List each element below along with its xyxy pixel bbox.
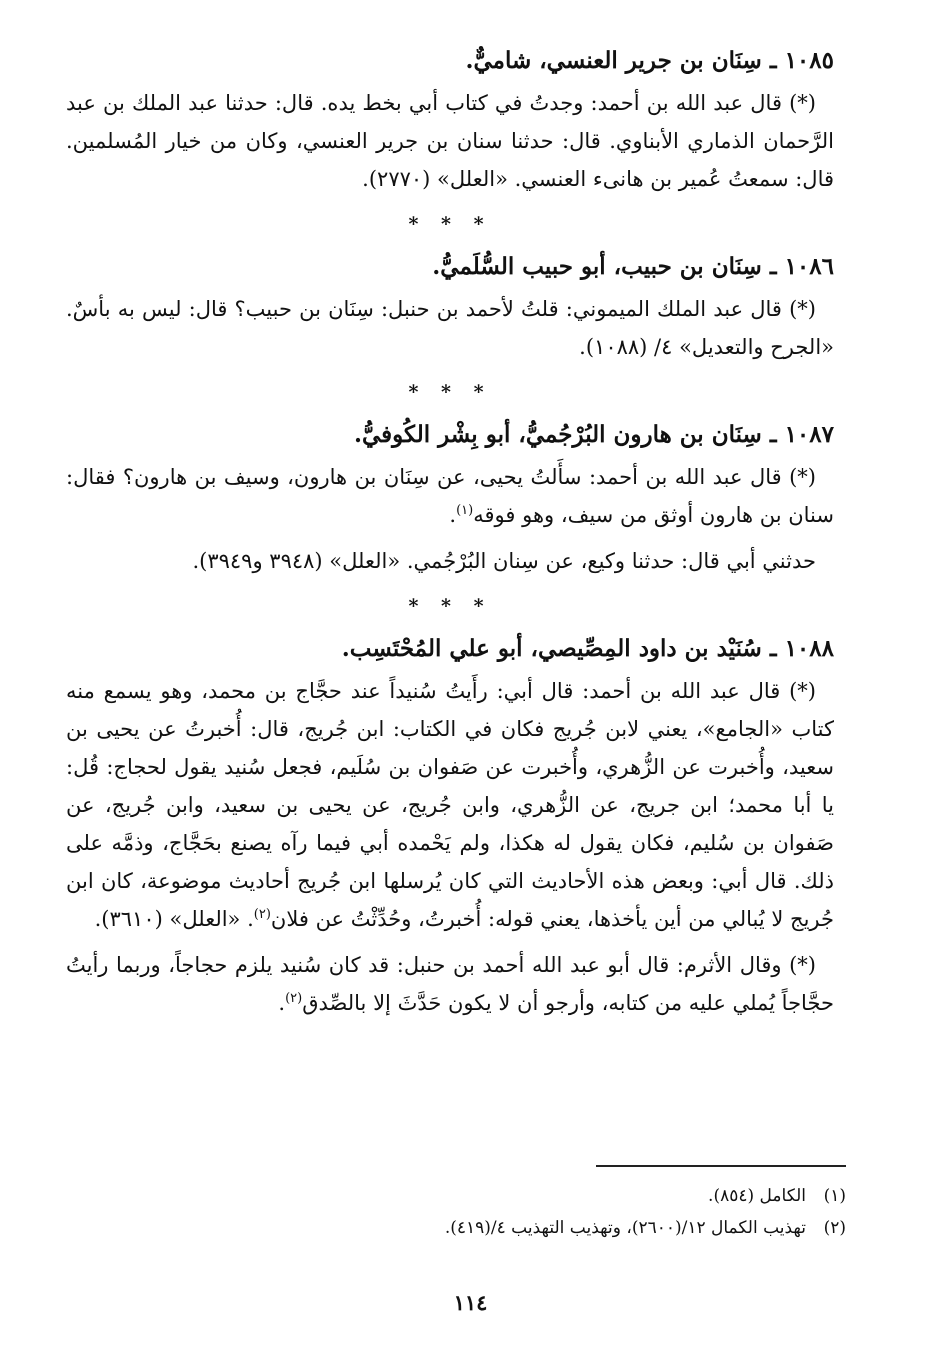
- entry-paragraph: [66, 542, 834, 580]
- entry-paragraph: [66, 84, 834, 198]
- section-separator: * * *: [408, 381, 492, 403]
- footnote-reference[interactable]: (٢): [285, 991, 303, 1006]
- footnote-item: [86, 1212, 846, 1244]
- entry-title: ١٠٨٦ ـ سِنَان بن حبيب، أبو حبيب السُّلَميُّ.: [432, 253, 834, 280]
- entry-paragraph: [66, 458, 834, 534]
- footnote-text: تهذيب الكمال ١٢/(٢٦٠٠)، وتهذيب التهذيب ٤/(٤١٩).: [444, 1218, 806, 1238]
- entry-title: ١٠٨٥ ـ سِنَان بن جرير العنسي، شاميٌّ.: [465, 47, 834, 74]
- footnote-number: (٢): [823, 1218, 846, 1238]
- paragraph-tail: . «العلل» (٣٦١٠).: [94, 907, 254, 931]
- entry-title: ١٠٨٨ ـ سُنَيْد بن داود المِصِّيصي، أبو علي المُحْتَسِب.: [341, 635, 834, 662]
- footnote-divider: [596, 1165, 846, 1167]
- entry-1087: [66, 418, 834, 580]
- paragraph-text: (*) قال عبد الله بن أحمد: سأَلتُ يحيى، عن سِنَان بن هارون، وسيف بن هارون؟ فقال: سنان بن هارون أوثق من سيف، وهو فوقه: [66, 465, 834, 527]
- entry-paragraph: [66, 672, 834, 938]
- entry-title: ١٠٨٧ ـ سِنَان بن هارون البُرْجُميُّ، أبو بِشْر الكُوفيُّ.: [353, 421, 834, 448]
- paragraph-text: (*) وقال الأثرم: قال أبو عبد الله أحمد بن حنبل: قد كان سُنيد يلزم حجاجاً، وربما رأيتُ حجَّاجاً يُملي عليه من كتابه، وأرجو أن لا يكون حَدَّثَ إلا بالصِّدق: [66, 953, 834, 1015]
- paragraph-tail: .: [449, 503, 457, 527]
- footnote-text: الكامل (٨٥٤).: [708, 1186, 806, 1206]
- section-separator: * * *: [408, 213, 492, 235]
- paragraph-text: (*) قال عبد الله بن أحمد: قال أبي: رأَيتُ سُنيداً عند حجَّاج بن محمد، وهو يسمع منه كتاب «الجامع»، يعني لابن جُريج فكان في الكتاب: ابن جُريج، قال: أُخبرتُ عن يحيى بن سعيد، وأُخبرت عن الزُّهري، وأُخبرت عن صَفوان بن سُلَيم، فجعل سُنيد يقول لحجاج: قُل: يا أبا محمد؛ ابن جريج، عن الزُّهري، وابن جُريج، عن يحيى بن سعيد، وابن جُريج، عن صَفوان بن سُليم، فكان يقول له هكذا، ولم يَحْمده أبي فيما رآه يصنع بحَجَّاج، وذمَّه على ذلك. قال أبي: وبعض هذه الأحاديث التي كان يُرسلها ابن جُريج أحاديث موضوعة، كان ابن جُريج لا يُبالي من أين يأخذها، يعني قوله: أُخبرتُ، وحُدِّثْتُ عن فلان: [66, 679, 834, 931]
- paragraph-text: حدثني أبي قال: حدثنا وكيع، عن سِنان البُرْجُمي. «العلل» (٣٩٤٨ و٣٩٤٩).: [192, 549, 816, 573]
- paragraph-text: (*) قال عبد الملك الميموني: قلتُ لأحمد بن حنبل: سِنَان بن حبيب؟ قال: ليس به بأسٌ. «الجرح والتعديل» ٤/ (١٠٨٨).: [66, 297, 834, 359]
- footnote-reference[interactable]: (٢): [253, 907, 271, 922]
- paragraph-text: (*) قال عبد الله بن أحمد: وجدتُ في كتاب أبي بخط يده. قال: حدثنا عبد الملك بن عبد الرَّحمان الذماري الأبناوي. قال: حدثنا سنان بن جرير العنسي، وكان من خيار المُسلمين. قال: سمعتُ عُمير بن هانىء العنسي. «العلل» (٢٧٧٠).: [66, 91, 834, 191]
- entry-1088: [66, 632, 834, 1022]
- paragraph-tail: .: [278, 991, 286, 1015]
- entry-paragraph: [66, 946, 834, 1022]
- footnote-number: (١): [823, 1186, 846, 1206]
- page-number: ١١٤: [453, 1290, 488, 1315]
- footnotes: [86, 1180, 846, 1244]
- footnote-reference[interactable]: (١): [456, 503, 474, 518]
- entry-1086: [66, 250, 834, 366]
- entry-paragraph: [66, 290, 834, 366]
- section-separator: * * *: [408, 595, 492, 617]
- footnote-item: [86, 1180, 846, 1212]
- entry-1085: [66, 44, 834, 198]
